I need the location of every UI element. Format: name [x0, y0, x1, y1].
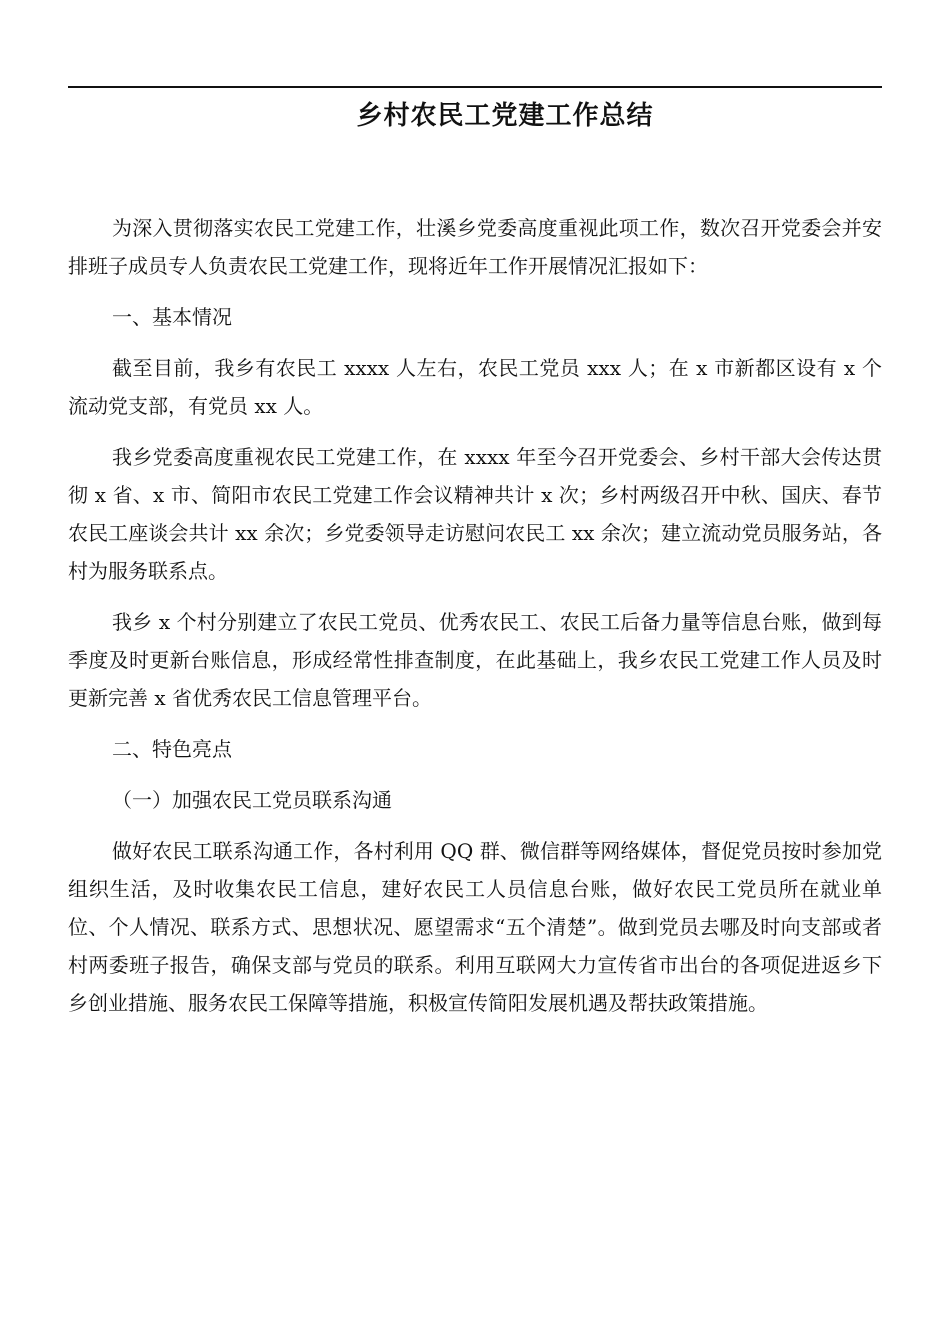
- document-body: [68, 209, 882, 1035]
- document-title: 乡村农民工党建工作总结: [356, 101, 654, 131]
- subsection-heading-communication: （一）加强农民工党员联系沟通: [112, 788, 392, 812]
- intro-paragraph: 为深入贯彻落实农民工党建工作，壮溪乡党委高度重视此项工作，数次召开党委会并安排班子成员专人负责农民工党建工作，现将近年工作开展情况汇报如下：: [68, 216, 882, 278]
- section-heading-highlights: 二、特色亮点: [112, 737, 232, 761]
- paragraph-statistics: 截至目前，我乡有农民工 xxxx 人左右，农民工党员 xxx 人；在 x 市新都区设有 x 个流动党支部，有党员 xx 人。: [68, 356, 882, 418]
- paragraph-ledgers: 我乡 x 个村分别建立了农民工党员、优秀农民工、农民工后备力量等信息台账，做到每季度及时更新台账信息，形成经常性排查制度，在此基础上，我乡农民工党建工作人员及时更新完善 x 省优秀农民工信息管理平台。: [68, 610, 882, 710]
- header-rule: [68, 86, 882, 88]
- paragraph-communication: 做好农民工联系沟通工作，各村利用 QQ 群、微信群等网络媒体，督促党员按时参加党组织生活，及时收集农民工信息，建好农民工人员信息台账，做好农民工党员所在就业单位、个人情况、联系方式、思想状况、愿望需求“五个清楚”。做到党员去哪及时向支部或者村两委班子报告，确保支部与党员的联系。利用互联网大力宣传省市出台的各项促进返乡下乡创业措施、服务农民工保障等措施，积极宣传简阳发展机遇及帮扶政策措施。: [68, 839, 882, 1015]
- paragraph-meetings: 我乡党委高度重视农民工党建工作，在 xxxx 年至今召开党委会、乡村干部大会传达贯彻 x 省、x 市、简阳市农民工党建工作会议精神共计 x 次；乡村两级召开中秋、国庆、春节农民工座谈会共计 xx 余次；乡党委领导走访慰问农民工 xx 余次；建立流动党员服务站，各村为服务联系点。: [68, 445, 882, 583]
- section-heading-basic-situation: 一、基本情况: [112, 305, 232, 329]
